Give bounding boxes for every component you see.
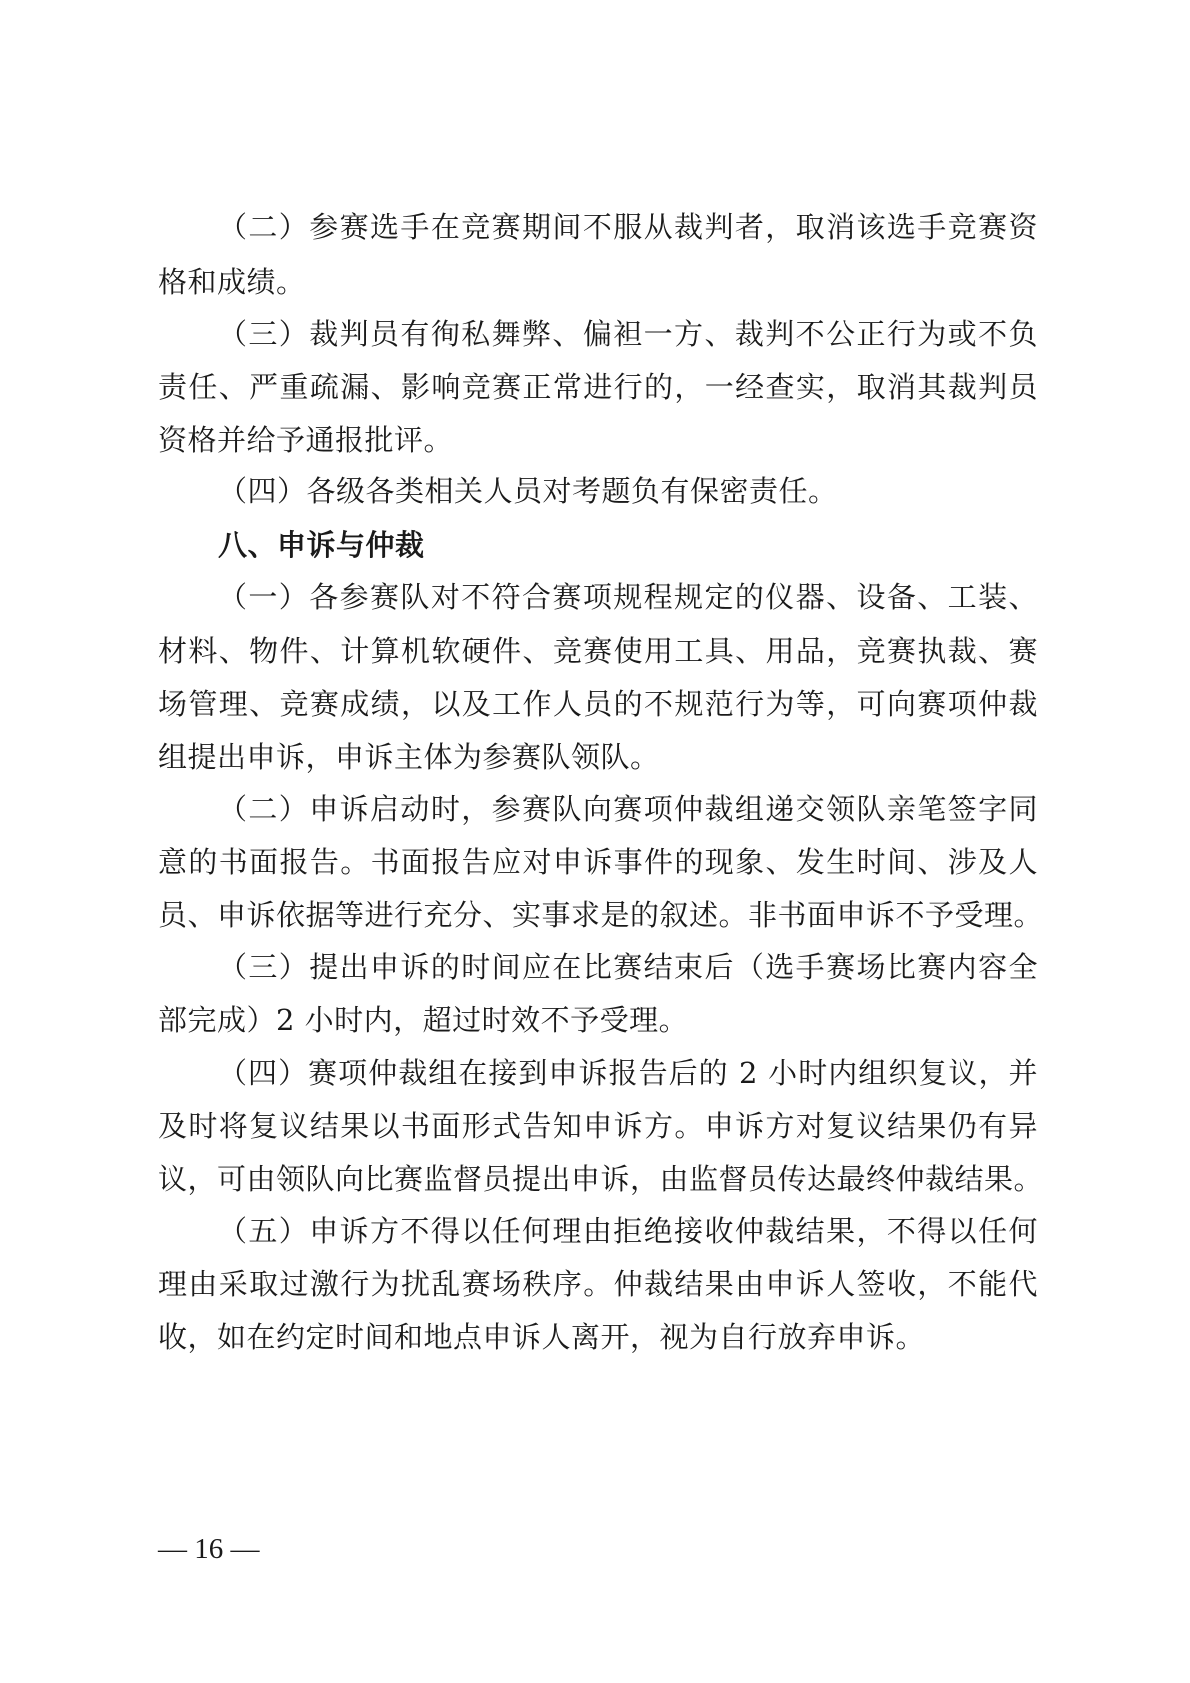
paragraph-line: （五）申诉方不得以任何理由拒绝接收仲裁结果，不得以任何 [218, 1214, 1038, 1248]
paragraph-line: 意的书面报告。书面报告应对申诉事件的现象、发生时间、涉及人 [158, 845, 1038, 879]
paragraph-line: 议，可由领队向比赛监督员提出申诉，由监督员传达最终仲裁结果。 [158, 1162, 1044, 1196]
paragraph-line: （四）赛项仲裁组在接到申诉报告后的 2 小时内组织复议，并 [218, 1056, 1038, 1090]
paragraph-line: 格和成绩。 [158, 265, 306, 299]
paragraph-line: 收，如在约定时间和地点申诉人离开，视为自行放弃申诉。 [158, 1320, 926, 1354]
paragraph-line: 材料、物件、计算机软硬件、竞赛使用工具、用品，竞赛执裁、赛 [158, 634, 1038, 668]
paragraph-line: 责任、严重疏漏、影响竞赛正常进行的，一经查实，取消其裁判员 [158, 370, 1038, 404]
paragraph-line: （二）参赛选手在竞赛期间不服从裁判者，取消该选手竞赛资 [218, 210, 1038, 244]
section-heading: 八、申诉与仲裁 [218, 528, 425, 562]
paragraph-line: 资格并给予通报批评。 [158, 423, 454, 457]
paragraph-line: （一）各参赛队对不符合赛项规程规定的仪器、设备、工装、 [218, 580, 1038, 614]
paragraph-line: 组提出申诉，申诉主体为参赛队领队。 [158, 740, 660, 774]
paragraph-line: 及时将复议结果以书面形式告知申诉方。申诉方对复议结果仍有异 [158, 1109, 1038, 1143]
page-number: — 16 — [158, 1533, 260, 1565]
paragraph-line: （三）提出申诉的时间应在比赛结束后（选手赛场比赛内容全 [218, 950, 1038, 984]
paragraph-line: 场管理、竞赛成绩，以及工作人员的不规范行为等，可向赛项仲裁 [158, 687, 1038, 721]
paragraph-line: （二）申诉启动时，参赛队向赛项仲裁组递交领队亲笔签字同 [218, 792, 1038, 826]
paragraph-line: 理由采取过激行为扰乱赛场秩序。仲裁结果由申诉人签收，不能代 [158, 1267, 1038, 1301]
paragraph-line: 部完成）2 小时内，超过时效不予受理。 [158, 1003, 689, 1037]
paragraph-line: （三）裁判员有徇私舞弊、偏袒一方、裁判不公正行为或不负 [218, 317, 1038, 351]
paragraph-line: （四）各级各类相关人员对考题负有保密责任。 [218, 474, 838, 508]
paragraph-line: 员、申诉依据等进行充分、实事求是的叙述。非书面申诉不予受理。 [158, 898, 1044, 932]
